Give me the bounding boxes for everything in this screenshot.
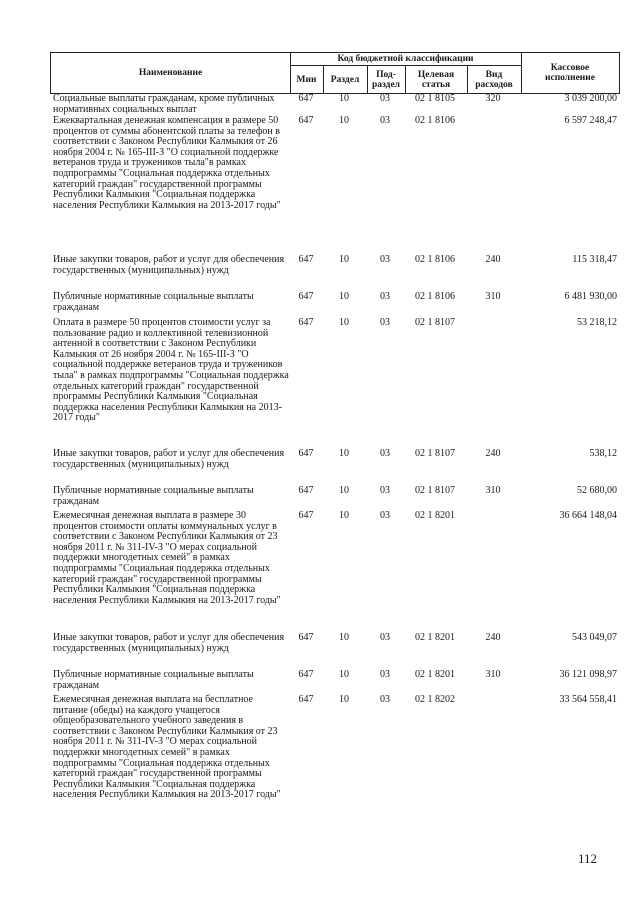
table-row <box>50 449 620 486</box>
row-target-article: 02 1 8201 <box>415 510 455 521</box>
row-razdel: 10 <box>339 694 349 705</box>
row-min: 647 <box>298 485 314 496</box>
header-cash-execution: Кассовое исполнение <box>545 63 595 83</box>
row-name: Публичные нормативные социальные выплаты гражданам <box>53 291 254 313</box>
table-row <box>50 511 620 633</box>
row-razdel: 10 <box>339 93 349 104</box>
row-cash-sum: 53 218,12 <box>577 317 617 328</box>
row-target-article: 02 1 8106 <box>415 291 455 302</box>
row-target-article: 02 1 8106 <box>415 115 455 126</box>
row-name: Ежемесячная денежная выплата в размере 30 процентов стоимости оплаты коммунальных услуг в соответствии с Законом Республики Калмыкия от 23 ноября 2011 г. № 311-IV-З "О мерах социальной поддержки многодетных семей" в рамках подпрограммы "Социальная поддержка отдельных категорий граждан" государственной программы Республики Калмыкия "Социальная поддержка населения Республики Калмыкия на 2013-2017 годы" <box>53 510 281 606</box>
row-expense-type: 310 <box>485 669 501 680</box>
row-name: Иные закупки товаров, работ и услуг для обеспечения государственных (муниципальных) нужд <box>53 448 285 470</box>
row-expense-type: 240 <box>485 632 501 643</box>
row-name: Публичные нормативные социальные выплаты гражданам <box>53 669 254 691</box>
row-target-article: 02 1 8202 <box>415 694 455 705</box>
row-podrazdel: 03 <box>380 317 390 328</box>
row-name: Оплата в размере 50 процентов стоимости услуг за пользование радио и коллективной телевизионной антенной в соответствии с Законом Республики Калмыкия от 26 ноября 2004 г. № 165-III-З "О социальной поддержке ветеранов труда и тружеников тыла" в рамках подпрограммы "Социальная поддержка отдельных категорий граждан" государственной программы Республики Калмыкия "Социальная поддержка населения Республики Калмыкия на 2013-2017 годы" <box>53 317 289 424</box>
row-expense-type: 240 <box>485 448 501 459</box>
table-row <box>50 670 620 695</box>
row-expense-type: 240 <box>485 254 501 265</box>
row-cash-sum: 3 039 200,00 <box>564 93 617 104</box>
row-razdel: 10 <box>339 254 349 265</box>
row-razdel: 10 <box>339 291 349 302</box>
row-target-article: 02 1 8107 <box>415 448 455 459</box>
row-target-article: 02 1 8107 <box>415 485 455 496</box>
row-cash-sum: 115 318,47 <box>572 254 617 265</box>
table-body <box>50 94 620 835</box>
row-min: 647 <box>298 448 314 459</box>
row-razdel: 10 <box>339 485 349 496</box>
table-row <box>50 292 620 318</box>
row-cash-sum: 36 121 098,97 <box>559 669 617 680</box>
row-podrazdel: 03 <box>380 448 390 459</box>
table-row <box>50 695 620 835</box>
header-razdel: Раздел <box>330 74 360 85</box>
row-cash-sum: 6 481 930,00 <box>564 291 617 302</box>
row-name: Публичные нормативные социальные выплаты гражданам <box>53 485 254 507</box>
row-expense-type: 320 <box>485 93 501 104</box>
row-name: Иные закупки товаров, работ и услуг для обеспечения государственных (муниципальных) нужд <box>53 254 285 276</box>
header-expense-type: Вид расходов <box>475 69 513 90</box>
row-cash-sum: 543 049,07 <box>572 632 617 643</box>
row-podrazdel: 03 <box>380 93 390 104</box>
row-target-article: 02 1 8105 <box>415 93 455 104</box>
row-podrazdel: 03 <box>380 694 390 705</box>
row-razdel: 10 <box>339 115 349 126</box>
row-podrazdel: 03 <box>380 291 390 302</box>
row-expense-type: 310 <box>485 291 501 302</box>
row-min: 647 <box>298 669 314 680</box>
row-target-article: 02 1 8201 <box>415 632 455 643</box>
row-cash-sum: 36 664 148,04 <box>559 510 617 521</box>
row-min: 647 <box>298 694 314 705</box>
table-row <box>50 255 620 292</box>
row-podrazdel: 03 <box>380 485 390 496</box>
row-razdel: 10 <box>339 317 349 328</box>
row-razdel: 10 <box>339 632 349 643</box>
row-name: Иные закупки товаров, работ и услуг для обеспечения государственных (муниципальных) нужд <box>53 632 285 654</box>
row-target-article: 02 1 8107 <box>415 317 455 328</box>
row-razdel: 10 <box>339 669 349 680</box>
table-row <box>50 318 620 449</box>
row-min: 647 <box>298 317 314 328</box>
row-name: Социальные выплаты гражданам, кроме публичных нормативных социальных выплат <box>53 93 275 115</box>
header-min: Мин <box>296 74 317 85</box>
page-number: 112 <box>578 851 598 866</box>
row-razdel: 10 <box>339 510 349 521</box>
header-podrazdel: Под- раздел <box>371 69 401 90</box>
row-cash-sum: 6 597 248,47 <box>564 115 617 126</box>
row-min: 647 <box>298 115 314 126</box>
row-expense-type: 310 <box>485 485 501 496</box>
row-min: 647 <box>298 632 314 643</box>
row-min: 647 <box>298 93 314 104</box>
row-cash-sum: 52 680,00 <box>577 485 617 496</box>
row-target-article: 02 1 8106 <box>415 254 455 265</box>
row-cash-sum: 33 564 558,41 <box>559 694 617 705</box>
row-min: 647 <box>298 254 314 265</box>
row-target-article: 02 1 8201 <box>415 669 455 680</box>
table-row <box>50 94 620 116</box>
row-podrazdel: 03 <box>380 254 390 265</box>
row-name: Ежемесячная денежная выплата на бесплатное питание (обеды) на каждого учащегося общеобразовательного учебного заведения в соответствии с Законом Республики Калмыкия от 23 ноября 2011 г. № 311-IV-З "О мерах социальной поддержки многодетных семей" в рамках подпрограммы "Социальная поддержка отдельных категорий граждан" государственной программы Республики Калмыкия "Социальная поддержка населения Республики Калмыкия на 2013-2017 годы" <box>53 694 281 801</box>
table-row <box>50 116 620 255</box>
row-podrazdel: 03 <box>380 669 390 680</box>
header-name: Наименование <box>138 68 203 78</box>
table-row <box>50 486 620 511</box>
row-min: 647 <box>298 510 314 521</box>
table-row <box>50 633 620 670</box>
row-podrazdel: 03 <box>380 510 390 521</box>
row-min: 647 <box>298 291 314 302</box>
row-cash-sum: 538,12 <box>589 448 617 459</box>
row-podrazdel: 03 <box>380 632 390 643</box>
row-name: Ежеквартальная денежная компенсация в размере 50 процентов от суммы абонентской платы за телефон в соответствии с Законом Республики Калмыкия от 26 ноября 2004 г. № 165-III-З "О социальной поддержке ветеранов труда и тружеников тыла"в рамках подпрограммы "Социальная поддержка отдельных категорий граждан" государственной программы Республики Калмыкия "Социальная поддержка населения Республики Калмыкия на 2013-2017 годы" <box>53 115 281 211</box>
row-podrazdel: 03 <box>380 115 390 126</box>
row-razdel: 10 <box>339 448 349 459</box>
header-target-article: Целевая статья <box>417 69 455 90</box>
header-code-group: Код бюджетной классификации <box>337 54 474 64</box>
table-header <box>50 52 620 94</box>
